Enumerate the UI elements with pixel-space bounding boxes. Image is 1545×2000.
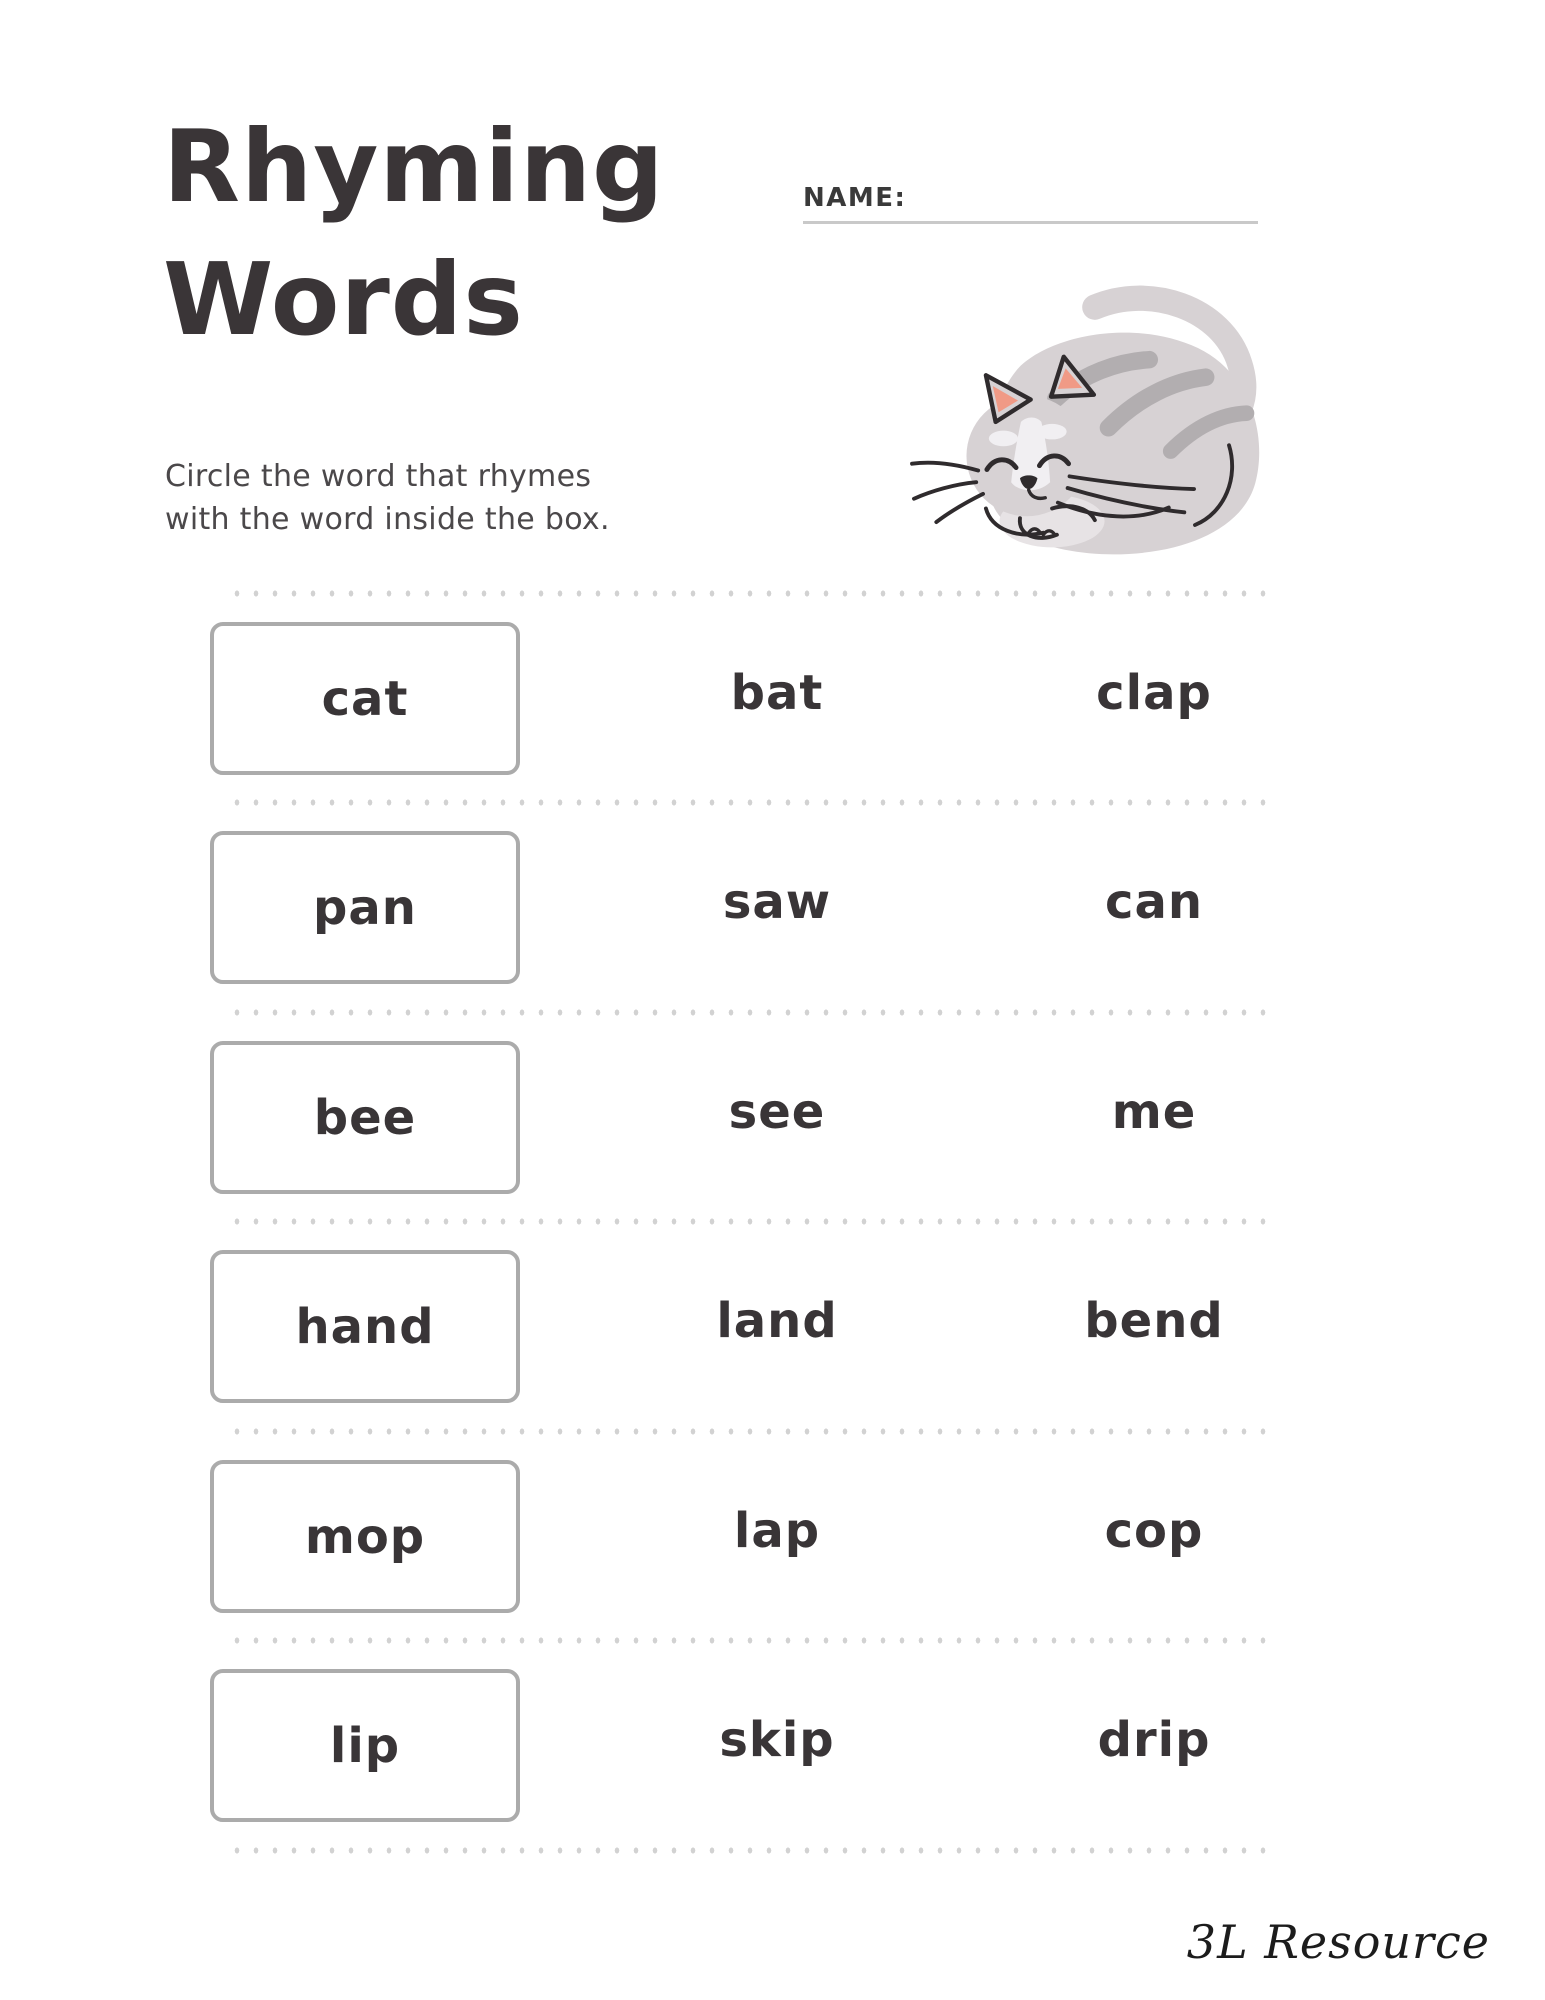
prompt-word-box <box>210 1041 520 1194</box>
dotted-separator <box>228 1008 1274 1017</box>
cat-brow-patch <box>989 431 1018 447</box>
cat-whisker <box>914 482 976 499</box>
prompt-word: bee <box>313 1089 417 1146</box>
option-word[interactable]: cop <box>1104 1503 1204 1559</box>
dotted-separator <box>228 589 1274 598</box>
option-word[interactable]: bend <box>1084 1293 1224 1349</box>
prompt-word-box <box>210 622 520 775</box>
prompt-word: mop <box>304 1508 426 1565</box>
cat-brow-patch <box>1037 424 1066 440</box>
rhyme-row <box>0 1431 1545 1640</box>
option-word[interactable]: can <box>1104 874 1204 930</box>
cat-whisker <box>936 494 983 522</box>
instructions-line-1: Circle the word that rhymes <box>165 459 592 494</box>
name-input[interactable] <box>893 177 1257 219</box>
rhyme-row <box>0 593 1545 802</box>
prompt-word: pan <box>313 879 417 936</box>
prompt-word-box <box>210 1250 520 1403</box>
name-underline <box>803 221 1258 224</box>
rhyme-row <box>0 1012 1545 1221</box>
prompt-word: cat <box>321 670 409 727</box>
instructions-line-2: with the word inside the box. <box>165 502 610 537</box>
dotted-separator <box>228 1427 1274 1436</box>
prompt-word-box <box>210 831 520 984</box>
prompt-word: hand <box>295 1298 435 1355</box>
prompt-word-box <box>210 1460 520 1613</box>
option-word[interactable]: land <box>716 1293 838 1349</box>
option-word[interactable]: bat <box>730 665 824 721</box>
name-field-block <box>803 183 1273 224</box>
option-word[interactable]: saw <box>722 874 832 930</box>
option-word[interactable]: drip <box>1097 1712 1211 1768</box>
sleeping-cat-icon <box>898 278 1280 560</box>
prompt-word: lip <box>329 1717 401 1774</box>
dotted-separator <box>228 1636 1274 1645</box>
option-word[interactable]: skip <box>719 1712 835 1768</box>
page-title <box>163 100 665 366</box>
option-word[interactable]: see <box>728 1084 826 1140</box>
prompt-word-box <box>210 1669 520 1822</box>
rhyme-row <box>0 1640 1545 1849</box>
dotted-separator <box>228 1217 1274 1226</box>
option-word[interactable]: lap <box>733 1503 821 1559</box>
rhyme-row <box>0 1221 1545 1430</box>
name-label: NAME: <box>803 183 907 213</box>
page-title-line-1: Rhyming <box>163 108 665 225</box>
option-word[interactable]: clap <box>1096 665 1212 721</box>
instructions-text <box>165 455 610 541</box>
dotted-separator <box>228 798 1274 807</box>
option-word[interactable]: me <box>1111 1084 1197 1140</box>
dotted-separator <box>228 1846 1274 1855</box>
rhyme-row <box>0 802 1545 1011</box>
page-title-line-2: Words <box>163 241 524 358</box>
footer-credit: 3L Resource <box>1186 1915 1490 1969</box>
